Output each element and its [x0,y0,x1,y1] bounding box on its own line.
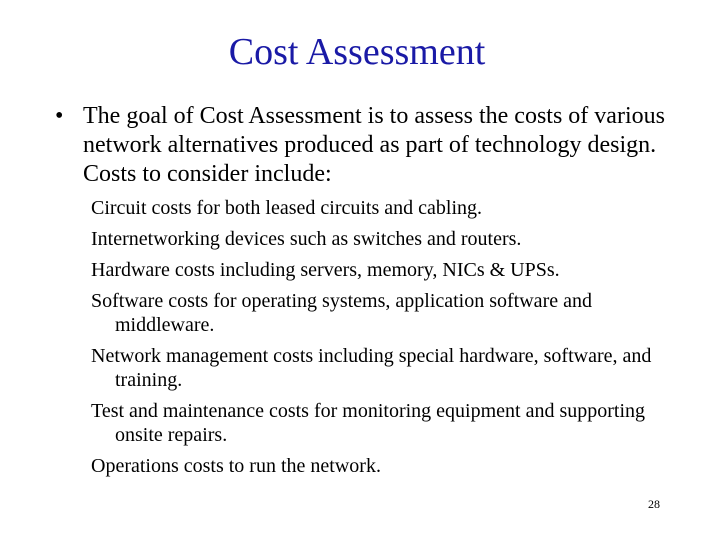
cost-list [91,196,691,485]
main-bullet [55,102,675,189]
list-item: Software costs for operating systems, application software and middleware. [91,290,592,336]
list-item: Test and maintenance costs for monitoring equipment and supporting onsite repairs. [91,400,646,446]
list-item: Circuit costs for both leased circuits and cabling. [91,197,483,219]
main-bullet-text: The goal of Cost Assessment is to assess the costs of various network alternatives produced as part of technology design. Costs to consider include: [83,103,665,187]
list-item: Network management costs including special hardware, software, and training. [91,345,652,391]
bullet-marker: • [55,103,64,129]
page-number: 28 [648,497,660,511]
list-item: Hardware costs including servers, memory, NICs & UPSs. [91,259,560,281]
slide-title: Cost Assessment [228,31,486,73]
list-item: Internetworking devices such as switches and routers. [91,228,522,250]
list-item: Operations costs to run the network. [91,455,381,477]
